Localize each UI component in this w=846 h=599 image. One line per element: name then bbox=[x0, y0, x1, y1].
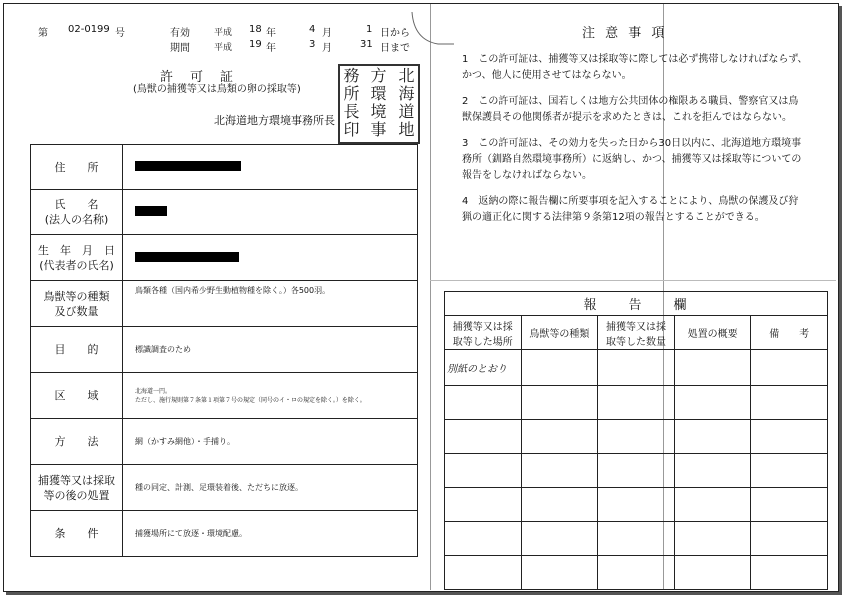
report-row bbox=[445, 522, 828, 556]
start-year-unit: 年 bbox=[266, 28, 276, 39]
official-seal bbox=[338, 64, 420, 144]
seal-char: 事 bbox=[370, 120, 387, 139]
report-cell bbox=[674, 386, 751, 420]
row-label-species: 鳥獣等の種類 及び数量 bbox=[31, 281, 123, 327]
staple-mark bbox=[408, 10, 458, 48]
end-month-unit: 月 bbox=[322, 43, 332, 54]
seal-char: 海 bbox=[398, 84, 415, 103]
report-header-place: 捕獲等又は採 取等した場所 bbox=[445, 316, 522, 350]
seal-char: 環 bbox=[370, 84, 387, 103]
seal-char: 方 bbox=[370, 66, 387, 85]
row-value-purpose: 標識調査のため bbox=[123, 327, 418, 373]
table-row bbox=[31, 190, 418, 235]
seal-char: 北 bbox=[398, 66, 415, 85]
row-value-method: 網（かすみ網他）・手捕り。 bbox=[123, 419, 418, 465]
report-row bbox=[445, 454, 828, 488]
table-row bbox=[31, 235, 418, 281]
report-table bbox=[444, 291, 828, 590]
seal-char: 務 bbox=[343, 66, 360, 85]
report-cell bbox=[445, 556, 522, 590]
table-row bbox=[31, 419, 418, 465]
valid-label: 有効 bbox=[170, 28, 190, 39]
report-cell bbox=[445, 386, 522, 420]
fold-line-horizontal bbox=[430, 280, 836, 281]
redacted-text bbox=[135, 161, 241, 171]
report-header-row bbox=[445, 316, 828, 350]
notice-title: 注 意 事 項 bbox=[582, 26, 668, 41]
seal-char: 長 bbox=[343, 102, 360, 121]
row-value-conditions: 捕獲場所にて放逐・環境配慮。 bbox=[123, 511, 418, 557]
report-cell bbox=[751, 386, 828, 420]
seal-char: 地 bbox=[398, 120, 415, 139]
start-day-unit: 日から bbox=[380, 28, 410, 39]
permit-number-prefix: 第 bbox=[38, 28, 48, 39]
report-cell bbox=[674, 350, 751, 386]
report-cell bbox=[674, 556, 751, 590]
issuer-name: 北海道地方環境事務所長 bbox=[214, 114, 335, 127]
report-cell bbox=[445, 522, 522, 556]
report-cell bbox=[445, 420, 522, 454]
report-cell bbox=[598, 454, 675, 488]
row-label-purpose: 目 的 bbox=[31, 327, 123, 373]
report-row bbox=[445, 386, 828, 420]
table-row bbox=[31, 511, 418, 557]
report-cell bbox=[751, 350, 828, 386]
start-year: 18 bbox=[249, 24, 262, 35]
end-day-unit: 日まで bbox=[380, 43, 410, 54]
notice-item: 1 この許可証は、捕獲等又は採取等に際しては必ず携帯しなければならず、かつ、他人に使用させてはならない。 bbox=[462, 54, 808, 81]
end-day: 31 bbox=[360, 39, 373, 50]
report-cell bbox=[445, 488, 522, 522]
report-cell bbox=[521, 488, 598, 522]
row-label-name: 氏 名 (法人の名称) bbox=[31, 190, 123, 235]
report-header-disposal: 処置の概要 bbox=[674, 316, 751, 350]
row-value-birthdate bbox=[123, 235, 418, 281]
start-day: 1 bbox=[366, 24, 373, 35]
notice-list bbox=[462, 52, 808, 226]
report-cell bbox=[521, 386, 598, 420]
fold-line-center bbox=[430, 4, 431, 590]
end-month: 3 bbox=[309, 39, 316, 50]
seal-char: 境 bbox=[370, 102, 387, 121]
report-cell bbox=[751, 454, 828, 488]
end-year: 19 bbox=[249, 39, 262, 50]
row-label-birthdate: 生 年 月 日 (代表者の氏名) bbox=[31, 235, 123, 281]
report-cell bbox=[751, 420, 828, 454]
report-cell bbox=[598, 350, 675, 386]
row-value-disposal: 種の同定、計測、足環装着後、ただちに放逐。 bbox=[123, 465, 418, 511]
table-row bbox=[31, 465, 418, 511]
row-label-disposal: 捕獲等又は採取 等の後の処置 bbox=[31, 465, 123, 511]
end-year-unit: 年 bbox=[266, 43, 276, 54]
seal-char: 印 bbox=[343, 120, 360, 139]
report-cell bbox=[674, 420, 751, 454]
report-cell bbox=[598, 488, 675, 522]
report-cell bbox=[751, 522, 828, 556]
start-month-unit: 月 bbox=[322, 28, 332, 39]
report-cell bbox=[751, 556, 828, 590]
report-cell bbox=[521, 350, 598, 386]
page-title: 許 可 証 bbox=[160, 70, 236, 85]
row-value-address bbox=[123, 145, 418, 190]
report-cell bbox=[674, 522, 751, 556]
report-row bbox=[445, 420, 828, 454]
row-label-area: 区 域 bbox=[31, 373, 123, 419]
report-row bbox=[445, 488, 828, 522]
report-cell bbox=[598, 386, 675, 420]
row-value-area: 北海道一円。 ただし、施行規則第７条第１項第７号の規定（同号のイ・ロの規定を除く。）を除く。 bbox=[123, 373, 418, 419]
permit-table bbox=[30, 144, 418, 557]
row-value-species: 鳥類各種（国内希少野生動植物種を除く。）各500羽。 bbox=[123, 281, 418, 327]
redacted-text bbox=[135, 206, 167, 216]
table-row bbox=[31, 281, 418, 327]
start-month: 4 bbox=[309, 24, 316, 35]
table-row bbox=[31, 373, 418, 419]
report-cell bbox=[674, 454, 751, 488]
report-header-species: 鳥獣等の種類 bbox=[521, 316, 598, 350]
redacted-text bbox=[135, 252, 239, 262]
period-label: 期間 bbox=[170, 43, 190, 54]
notice-item: 4 返納の際に報告欄に所要事項を記入することにより、鳥獣の保護及び狩猟の適正化に関する法律第９条第12項の報告とすることができる。 bbox=[462, 196, 799, 223]
report-header-quantity: 捕獲等又は採 取等した数量 bbox=[598, 316, 675, 350]
permit-number: 02-0199 bbox=[68, 24, 110, 35]
row-label-method: 方 法 bbox=[31, 419, 123, 465]
seal-char: 所 bbox=[343, 84, 360, 103]
row-label-conditions: 条 件 bbox=[31, 511, 123, 557]
seal-char: 道 bbox=[398, 102, 415, 121]
start-era: 平成 bbox=[214, 28, 233, 38]
permit-number-suffix: 号 bbox=[115, 28, 125, 39]
notice-item: 3 この許可証は、その効力を失った日から30日以内に、北海道地方環境事務所（釧路自然環境事務所）に返納し、かつ、捕獲等又は採取等についての報告をしなければならない。 bbox=[462, 138, 802, 181]
end-era: 平成 bbox=[214, 43, 233, 53]
row-label-address: 住 所 bbox=[31, 145, 123, 190]
report-cell bbox=[521, 454, 598, 488]
report-row bbox=[445, 350, 828, 386]
report-cell bbox=[598, 420, 675, 454]
report-title-row bbox=[445, 292, 828, 316]
report-cell bbox=[598, 522, 675, 556]
report-row bbox=[445, 556, 828, 590]
report-header-remarks: 備 考 bbox=[751, 316, 828, 350]
report-cell bbox=[445, 454, 522, 488]
table-row bbox=[31, 327, 418, 373]
page-subtitle: (鳥獣の捕獲等又は鳥類の卵の採取等) bbox=[133, 84, 301, 95]
table-row bbox=[31, 145, 418, 190]
row-value-name bbox=[123, 190, 418, 235]
notice-item: 2 この許可証は、国若しくは地方公共団体の権限ある職員、警察官又は鳥獣保護員その他関係者が提示を求めたときは、これを拒んではならない。 bbox=[462, 96, 799, 123]
report-cell bbox=[521, 420, 598, 454]
report-cell bbox=[521, 556, 598, 590]
report-cell bbox=[598, 556, 675, 590]
report-cell bbox=[521, 522, 598, 556]
report-title: 報 告 欄 bbox=[445, 292, 828, 316]
report-handwritten-entry: 別紙のとおり bbox=[445, 350, 522, 386]
report-cell bbox=[751, 488, 828, 522]
report-cell bbox=[674, 488, 751, 522]
